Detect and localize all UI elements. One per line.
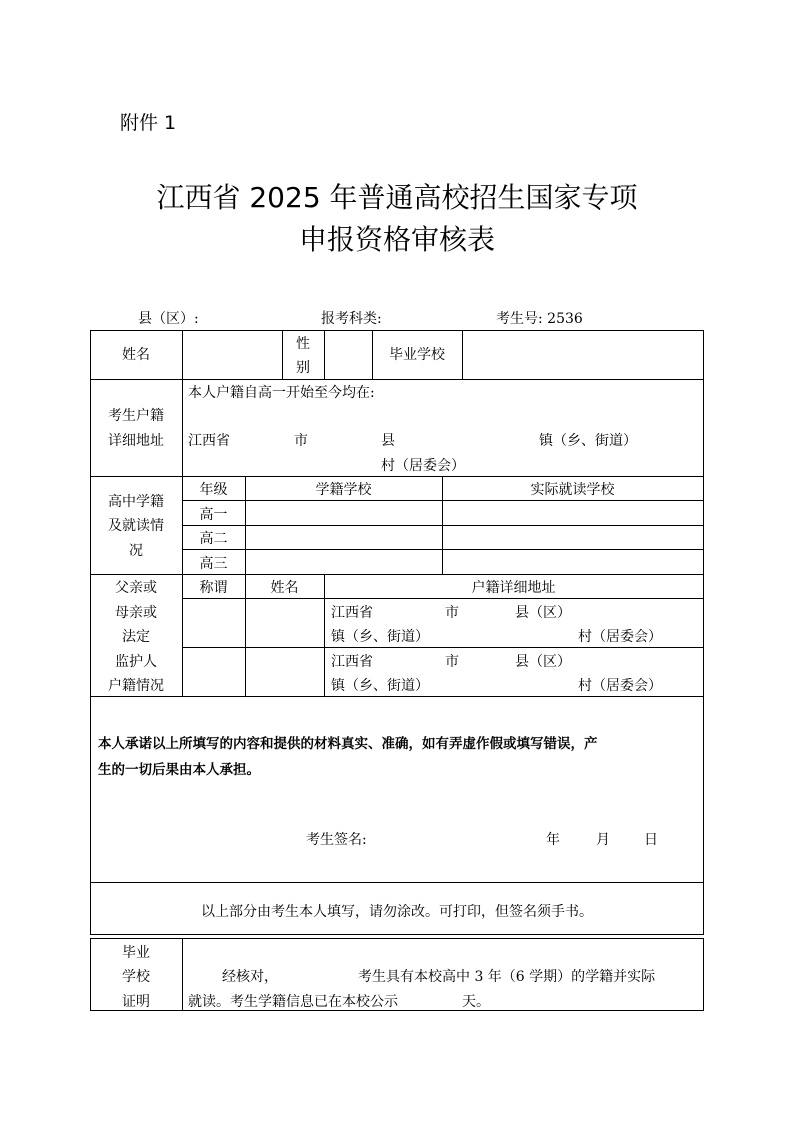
study-label-3: 况 <box>129 543 143 559</box>
grade-row-label: 高一 <box>199 507 228 523</box>
guardian1-town: 镇（乡、街道） <box>331 629 429 645</box>
actual-school-column-header: 实际就读学校 <box>530 482 615 498</box>
school-cert-label-2: 学校 <box>122 969 150 985</box>
gender-label-2: 别 <box>296 360 310 376</box>
name-label: 姓名 <box>122 347 150 363</box>
household-province: 江西省 <box>188 433 230 449</box>
guardian-address-column-header: 户籍详细地址 <box>471 580 556 596</box>
school-cert-text-1b: 考生具有本校高中 3 年（6 学期）的学籍并实际 <box>358 969 656 985</box>
form-title-line1: 江西省 2025 年普通高校招生国家专项 <box>156 181 638 214</box>
table-line <box>182 938 183 1011</box>
pledge-line-2: 生的一切后果由本人承担。 <box>98 762 260 778</box>
grade-column-header: 年级 <box>199 482 228 498</box>
table-line <box>90 696 704 697</box>
school-cert-text-2-end: 天。 <box>462 994 490 1010</box>
table-line <box>182 647 704 648</box>
table-line <box>324 330 325 379</box>
guardian2-village: 村（居委会） <box>578 678 662 694</box>
guardian-label-3: 法定 <box>122 629 150 645</box>
county-label: 县（区）: <box>138 311 199 327</box>
school-cert-text-1a: 经核对， <box>222 969 278 985</box>
table-line <box>462 330 463 379</box>
school-cert-text-2: 就读。考生学籍信息已在本校公示 <box>188 994 398 1010</box>
study-label-2: 及就读情 <box>108 518 164 534</box>
guardian-label-1: 父亲或 <box>115 580 157 596</box>
graduation-school-label: 毕业学校 <box>389 347 445 363</box>
signature-label: 考生签名: <box>306 832 367 848</box>
table-line <box>182 549 704 550</box>
table-line <box>182 525 704 526</box>
school-cert-label-1: 毕业 <box>122 945 150 961</box>
grade-row-label: 高二 <box>199 531 228 547</box>
guardian2-province: 江西省 <box>331 654 373 670</box>
guardian2-town: 镇（乡、街道） <box>331 678 429 694</box>
household-label-1: 考生户籍 <box>108 408 164 424</box>
self-fill-notice: 以上部分由考生本人填写，请勿涂改。可打印，但签名须手书。 <box>201 904 593 920</box>
table-line <box>703 938 704 1011</box>
household-county: 县 <box>381 433 395 449</box>
grade-row-label: 高三 <box>199 556 228 572</box>
table-line <box>182 598 704 599</box>
household-label-2: 详细地址 <box>108 433 164 449</box>
sign-date-day: 日 <box>644 832 658 848</box>
relation-column-header: 称谓 <box>199 580 228 596</box>
guardian1-village: 村（居委会） <box>578 629 662 645</box>
school-cert-label-3: 证明 <box>122 994 150 1010</box>
guardian-name-column-header: 姓名 <box>270 580 299 596</box>
table-line <box>182 500 704 501</box>
pledge-line-1: 本人承诺以上所填写的内容和提供的材料真实、准确，如有弄虚作假或填写错误，产 <box>98 736 598 752</box>
household-city: 市 <box>294 433 308 449</box>
annex-label: 附件 1 <box>120 112 177 134</box>
guardian2-city: 市 <box>445 654 459 670</box>
sign-date-year: 年 <box>546 832 560 848</box>
subject-label: 报考科类: <box>321 311 382 327</box>
guardian-label-5: 户籍情况 <box>108 678 164 694</box>
guardian1-city: 市 <box>445 605 459 621</box>
guardian2-county: 县（区） <box>515 654 571 670</box>
household-town: 镇（乡、街道） <box>539 433 637 449</box>
guardian-label-2: 母亲或 <box>115 605 157 621</box>
guardian1-county: 县（区） <box>515 605 571 621</box>
guardian-label-4: 监护人 <box>115 654 157 670</box>
guardian1-province: 江西省 <box>331 605 373 621</box>
study-label-1: 高中学籍 <box>108 494 164 510</box>
gender-label-1: 性 <box>296 336 310 352</box>
registered-school-column-header: 学籍学校 <box>315 482 372 498</box>
table-line <box>703 330 704 935</box>
table-line <box>90 934 704 935</box>
exam-number: 考生号: 2536 <box>496 311 583 327</box>
household-intro: 本人户籍自高一开始至今均在: <box>188 385 375 401</box>
household-village: 村（居委会） <box>381 458 465 474</box>
sign-date-month: 月 <box>596 832 610 848</box>
form-title-line2: 申报资格审核表 <box>298 223 495 256</box>
table-line <box>90 882 704 883</box>
